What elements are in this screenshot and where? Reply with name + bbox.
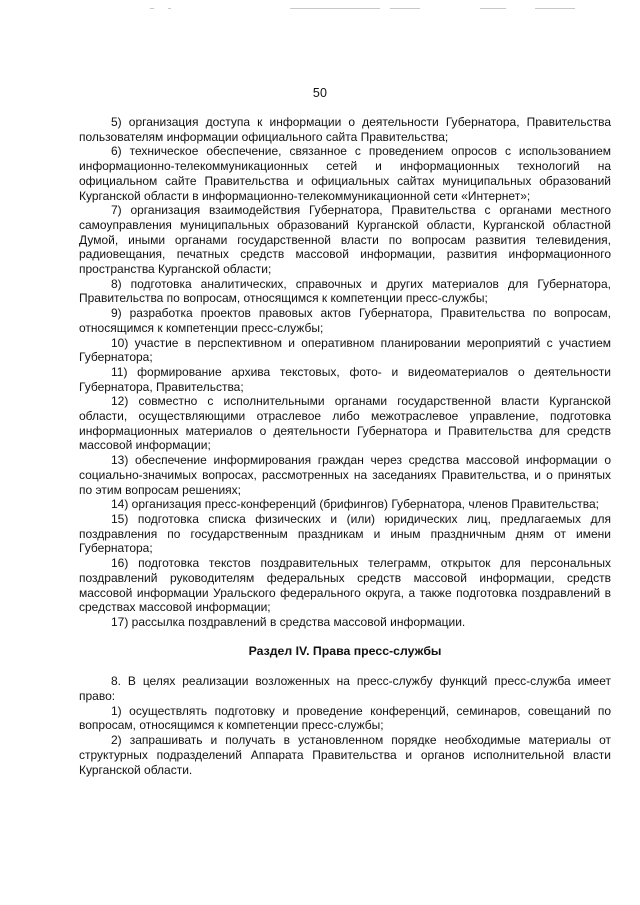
page-number: 50: [312, 86, 328, 100]
section-heading: Раздел IV. Права пресс-службы: [248, 643, 442, 658]
paragraph: 8. В целях реализации возложенных на пресс-службу функций пресс-служба имеет право:: [79, 674, 611, 704]
list-item: 16) подготовка текстов поздравительных телеграмм, открыток для персональных поздравлений руководителям федеральных средств массовой информации, средств массовой информации Уральского федерального округа, а также подготовка поздравлений в средствах массовой информации;: [79, 556, 611, 615]
list-item: 13) обеспечение информирования граждан через средства массовой информации о социально-значимых вопросах, рассмотренных на заседаниях Правительства, и о принятых по этим вопросам решениях;: [79, 453, 611, 497]
list-item: 2) запрашивать и получать в установленном порядке необходимые материалы от структурных подразделений Аппарата Правительства и органов исполнительной власти Курганской области.: [79, 733, 611, 777]
list-item: 1) осуществлять подготовку и проведение конференций, семинаров, совещаний по вопросам, относящимся к компетенции пресс-службы;: [79, 703, 611, 733]
list-item: 10) участие в перспективном и оперативном планировании мероприятий с участием Губернатора;: [79, 335, 611, 365]
list-item: 6) техническое обеспечение, связанное с проведением опросов с использованием информационно-телекоммуникационных сетей и информационных технологий на официальном сайте Правительства и официальных сайтах муниципальных образований Курганской области в информационно-телекоммуникационной сети «Интернет»;: [79, 144, 611, 203]
scan-artifact: [150, 6, 570, 12]
list-item: 8) подготовка аналитических, справочных и других материалов для Губернатора, Правительства по вопросам, относящимся к компетенции пресс-службы;: [79, 276, 611, 306]
list-item: 9) разработка проектов правовых актов Губернатора, Правительства по вопросам, относящимся к компетенции пресс-службы;: [79, 306, 611, 335]
list-item: 11) формирование архива текстовых, фото- и видеоматериалов о деятельности Губернатора, Правительства;: [79, 364, 611, 394]
document-body: [79, 115, 611, 777]
list-item: 5) организация доступа к информации о деятельности Губернатора, Правительства пользователям информации официального сайта Правительства;: [79, 115, 611, 144]
list-item: 15) подготовка списка физических и (или) юридических лиц, предлагаемых для поздравления по государственным праздникам и иным праздничным дням от имени Губернатора;: [79, 511, 611, 556]
list-item: 17) рассылка поздравлений в средства массовой информации.: [111, 614, 466, 629]
list-item: 14) организация пресс-конференций (брифингов) Губернатора, членов Правительства;: [111, 497, 599, 512]
list-item: 12) совместно с исполнительными органами государственной власти Курганской области, осуществляющими отраслевое либо межотраслевое управление, подготовка информационных материалов о деятельности Губернатора и Правительства для средств массовой информации;: [79, 394, 611, 453]
list-item: 7) организация взаимодействия Губернатора, Правительства с органами местного самоуправления муниципальных образований Курганской области, Курганской областной Думой, иными органами государственной власти по вопросам развития телевидения, радиовещания, печатных средств массовой информации, развития информационного пространства Курганской области;: [79, 203, 611, 277]
